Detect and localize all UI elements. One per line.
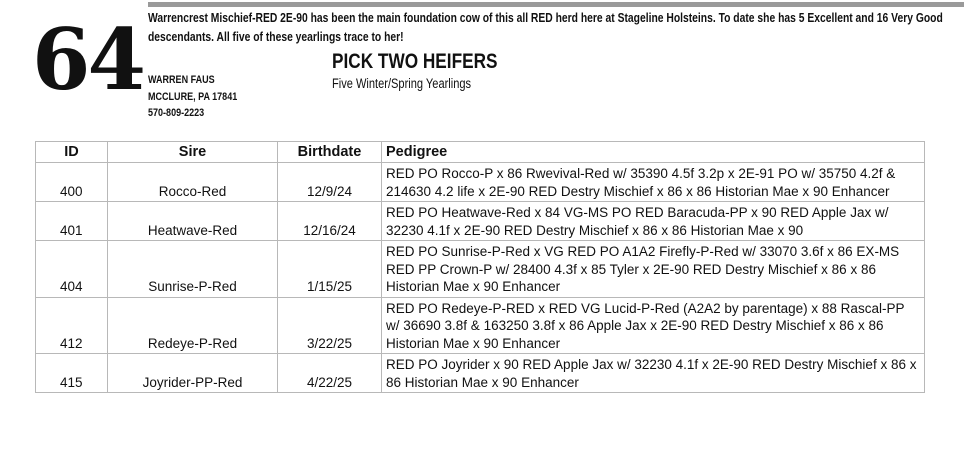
cell-sire: Rocco-Red — [108, 163, 278, 202]
lot-number: 64 — [32, 10, 143, 109]
cell-sire: Sunrise-P-Red — [108, 241, 278, 298]
cell-sire: Heatwave-Red — [108, 202, 278, 241]
pedigree-table — [35, 141, 925, 393]
header-pedigree: Pedigree — [382, 142, 925, 163]
cell-birthdate: 1/15/25 — [278, 241, 382, 298]
table-row — [36, 354, 925, 393]
cell-pedigree: RED PO Sunrise-P-Red x VG RED PO A1A2 Firefly-P-Red w/ 33070 3.6f x 86 EX-MS RED PP Crown-P w/ 28400 4.3f x 85 Tyler x 2E-90 RED Destry Mischief x 86 x 86 Historian Mae x 90 Enhancer — [382, 241, 925, 298]
lot-subtitle: Five Winter/Spring Yearlings — [332, 76, 472, 91]
cell-sire: Joyrider-PP-Red — [108, 354, 278, 393]
table-row — [36, 297, 925, 354]
cell-birthdate: 12/9/24 — [278, 163, 382, 202]
cell-id: 401 — [36, 202, 108, 241]
cell-birthdate: 3/22/25 — [278, 297, 382, 354]
cell-pedigree: RED PO Heatwave-Red x 84 VG-MS PO RED Baracuda-PP x 90 RED Apple Jax w/ 32230 4.1f x 2E-90 RED Destry Mischief x 86 x 86 Historian Mae x 90 — [382, 202, 925, 241]
cell-pedigree: RED PO Rocco-P x 86 Rwevival-Red w/ 35390 4.5f 3.2p x 2E-91 PO w/ 35750 4.2f & 214630 4.2 life x 2E-90 RED Destry Mischief x 86 x 86 Historian Mae x 90 Enhancer — [382, 163, 925, 202]
header-sire: Sire — [108, 142, 278, 163]
cell-id: 404 — [36, 241, 108, 298]
table-row — [36, 202, 925, 241]
lot-title: PICK TWO HEIFERS — [332, 50, 498, 73]
table-row — [36, 241, 925, 298]
consignor-phone: 570-809-2223 — [148, 107, 205, 119]
consignor-city: MCCLURE, PA 17841 — [148, 90, 238, 103]
cell-pedigree: RED PO Joyrider x 90 RED Apple Jax w/ 32230 4.1f x 2E-90 RED Destry Mischief x 86 x 86 Historian Mae x 90 Enhancer — [382, 354, 925, 393]
header-id: ID — [36, 142, 108, 163]
cell-birthdate: 12/16/24 — [278, 202, 382, 241]
table-row — [36, 163, 925, 202]
consignor-name: WARREN FAUS — [148, 74, 215, 86]
top-rule — [148, 2, 964, 7]
cell-sire: Redeye-P-Red — [108, 297, 278, 354]
header-birthdate: Birthdate — [278, 142, 382, 163]
cell-pedigree: RED PO Redeye-P-RED x RED VG Lucid-P-Red (A2A2 by parentage) x 88 Rascal-PP w/ 36690 3.8f & 163250 3.8f x 86 Apple Jax x 2E-90 RED Destry Mischief x 86 x 86 Historian Mae x 90 Enhancer — [382, 297, 925, 354]
cell-id: 412 — [36, 297, 108, 354]
intro-text: Warrencrest Mischief-RED 2E-90 has been the main foundation cow of this all RED herd here at Stageline Holsteins. To date she has 5 Excellent and 16 Very Good descendants. All five of these yearlings trace to her! — [148, 11, 943, 44]
cell-id: 415 — [36, 354, 108, 393]
cell-id: 400 — [36, 163, 108, 202]
cell-birthdate: 4/22/25 — [278, 354, 382, 393]
table-header-row — [36, 142, 925, 163]
consignor-block — [148, 72, 237, 122]
